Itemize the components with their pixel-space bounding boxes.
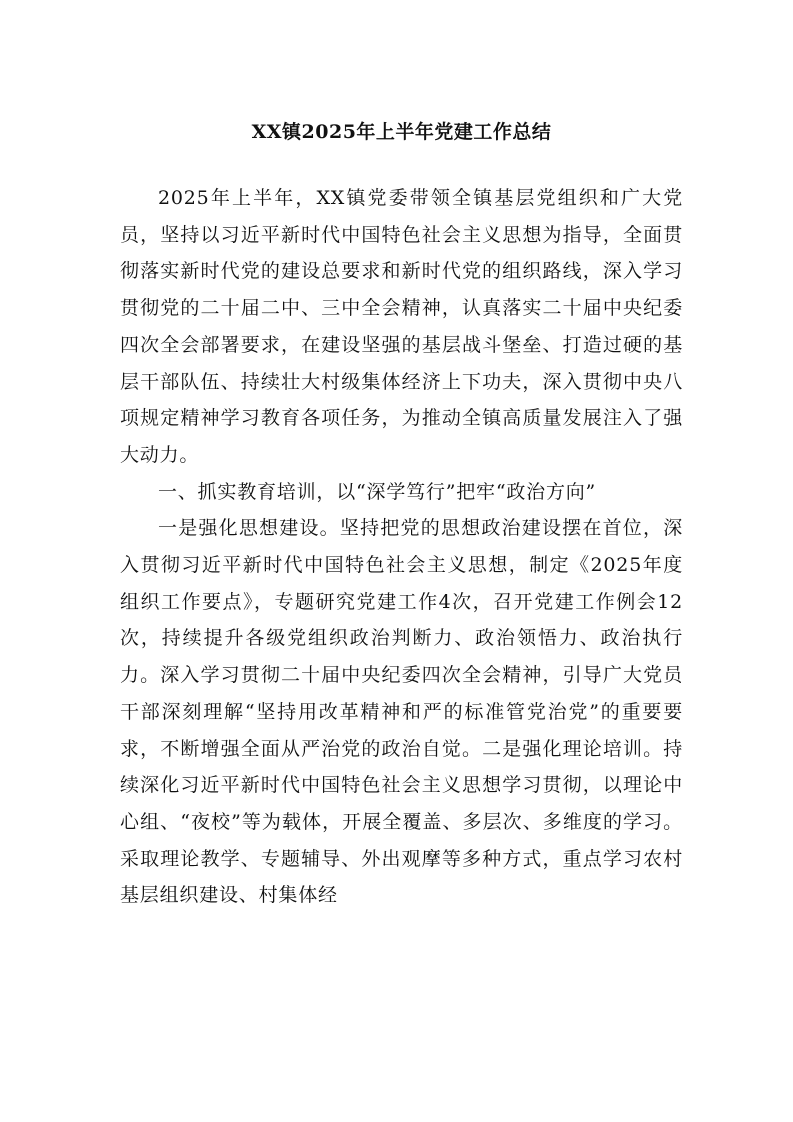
document-page: [120, 118, 683, 914]
section-paragraph: 一是强化思想建设。坚持把党的思想政治建设摆在首位，深入贯彻习近平新时代中国特色社会主义思想，制定《2025年度组织工作要点》，专题研究党建工作4次，召开党建工作例会12次，持续提升各级党组织政治判断力、政治领悟力、政治执行力。深入学习贯彻二十届中央纪委四次全会精神，引导广大党员干部深刻理解“坚持用改革精神和严的标准管党治党”的重要要求，不断增强全面从严治党的政治自觉。二是强化理论培训。持续深化习近平新时代中国特色社会主义思想学习贯彻，以理论中心组、“夜校”等为载体，开展全覆盖、多层次、多维度的学习。采取理论教学、专题辅导、外出观摩等多种方式，重点学习农村基层组织建设、村集体经: [120, 517, 683, 907]
section-heading: 一、抓实教育培训，以“深学笃行”把牢“政治方向”: [158, 480, 597, 503]
document-title: XX镇2025年上半年党建工作总结: [251, 121, 552, 143]
intro-paragraph: 2025年上半年，XX镇党委带领全镇基层党组织和广大党员，坚持以习近平新时代中国特色社会主义思想为指导，全面贯彻落实新时代党的建设总要求和新时代党的组织路线，深入学习贯彻党的二十届二中、三中全会精神，认真落实二十届中央纪委四次全会部署要求，在建设坚强的基层战斗堡垒、打造过硬的基层干部队伍、持续壮大村级集体经济上下功夫，深入贯彻中央八项规定精神学习教育各项任务，为推动全镇高质量发展注入了强大动力。: [120, 187, 683, 466]
